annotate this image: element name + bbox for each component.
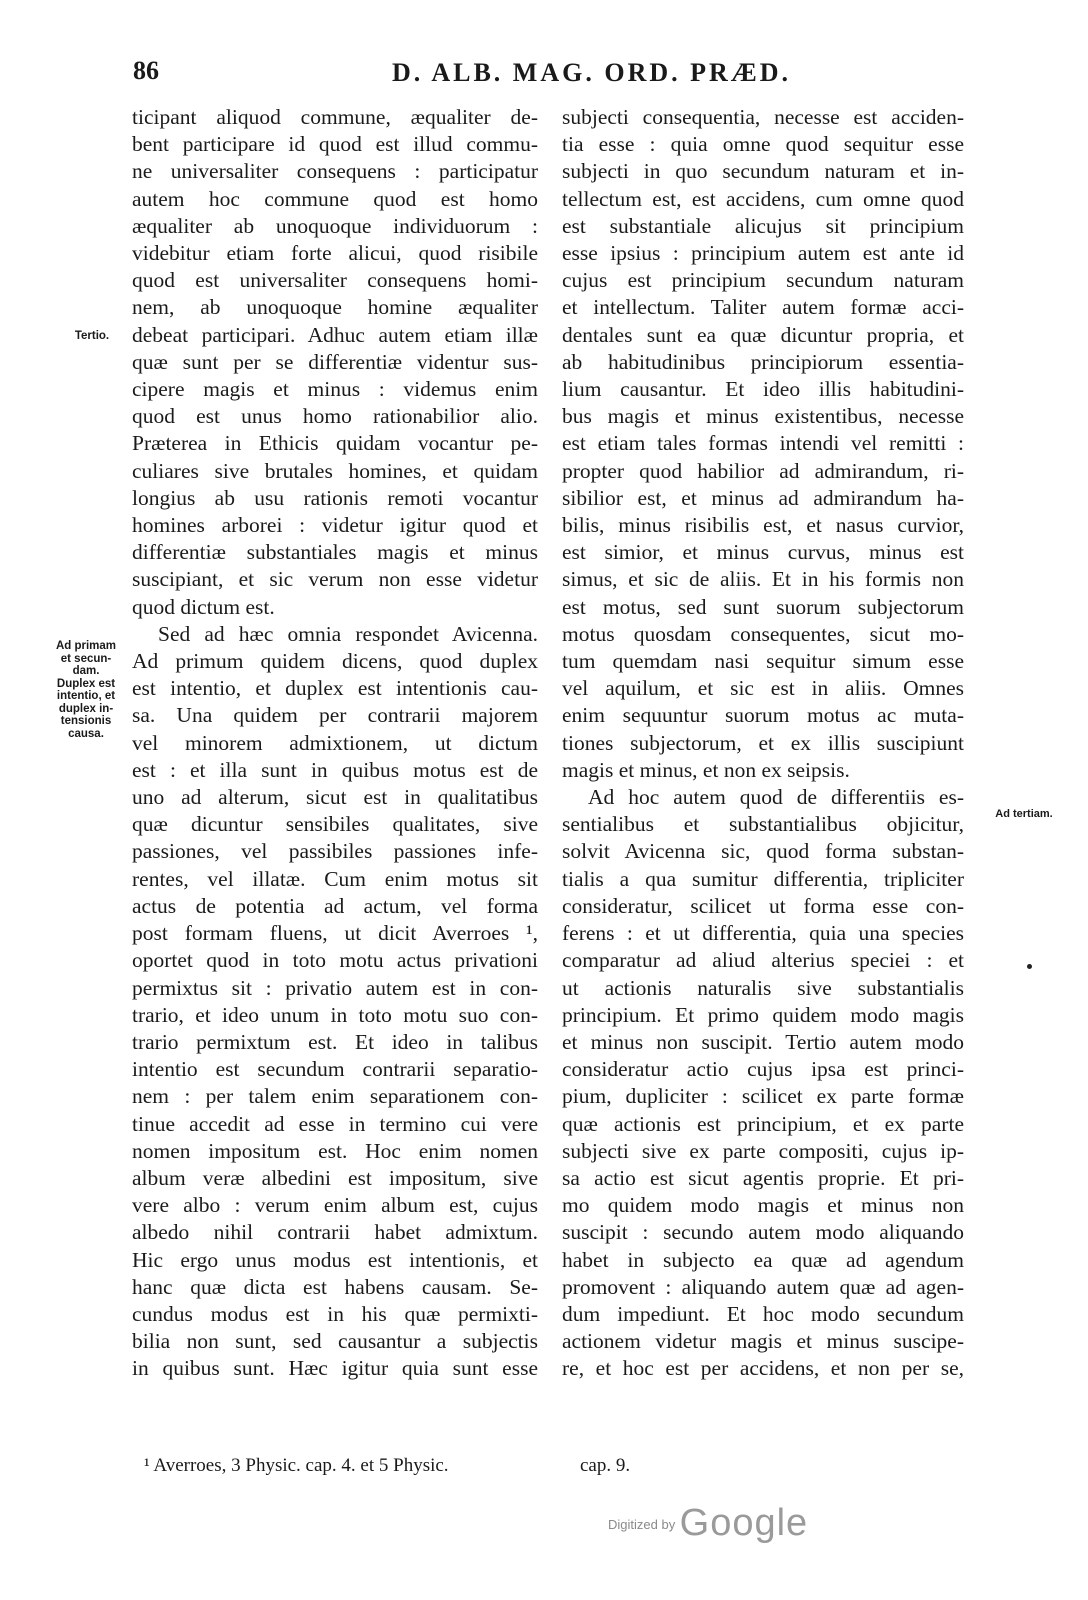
margin-note-line: Ad primam [55, 640, 117, 652]
margin-note-line: dam. [72, 665, 100, 677]
text-line: vere albo : verum enim album est, cujus [132, 1193, 538, 1218]
text-line: album veræ albedini est impositum, sive [132, 1165, 538, 1190]
text-line: est : et illa sunt in quibus motus est de [132, 757, 538, 782]
text-line: permixtus sit : privatio autem est in con- [132, 975, 538, 1000]
text-line: nomen impositum est. Hoc enim nomen [132, 1138, 538, 1163]
text-line: quod dictum est. [132, 594, 275, 619]
text-line: post formam fluens, ut dicit Averroes ¹, [132, 921, 538, 946]
text-line: est motus, sed sunt suorum subjectorum [562, 594, 964, 619]
text-line: est etiam tales formas intendi vel remitti : [562, 431, 964, 456]
text-line: nem : per talem enim separationem con- [132, 1084, 538, 1109]
text-line: sa. Una quidem per contrarii majorem [132, 703, 538, 728]
margin-note-line: duplex in- [58, 702, 114, 715]
text-line: Ad primum quidem dicens, quod duplex [132, 649, 538, 674]
text-line: bent participare id quod est illud commu- [132, 132, 538, 157]
text-line: promovent : aliquando autem quæ ad agen- [562, 1274, 964, 1299]
text-line: est simior, et minus curvus, minus est [562, 540, 964, 565]
text-line: ab habitudinibus principiorum essentia- [562, 349, 964, 374]
text-line: sa actio est sicut agentis proprie. Et pri- [562, 1165, 964, 1190]
margin-note-tertio: Tertio. [74, 330, 110, 342]
text-line: Sed ad hæc omnia respondet Avicenna. [158, 621, 538, 646]
text-line: nem, ab unoquoque homine æqualiter [132, 295, 538, 320]
text-line: magis et minus, et non ex seipsis. [562, 757, 850, 782]
text-line: oportet quod in toto motu actus privationi [132, 948, 538, 973]
text-line: tum quemdam nasi sequitur simum esse [562, 649, 964, 674]
text-line: quæ sunt per se differentiæ videntur sus- [132, 349, 538, 374]
text-line: quod est universaliter consequens homi- [132, 268, 538, 293]
running-head: D. ALB. MAG. ORD. PRÆD. [392, 58, 792, 87]
text-line: longius ab usu rationis remoti vocantur [132, 485, 538, 510]
text-line: differentiæ substantiales magis et minus [132, 540, 538, 565]
text-line: simus, et sic de aliis. Et in his formis non [562, 567, 964, 592]
text-line: trario, et ideo unum in toto motu suo con- [132, 1002, 538, 1027]
page-number: 86 [133, 56, 159, 85]
text-line: quæ dicuntur sensibiles qualitates, sive [132, 812, 538, 837]
text-line: ferens : et ut differentia, quia una species [562, 921, 964, 946]
text-line: bilia non sunt, sed causantur a subjectis [132, 1329, 538, 1354]
margin-note-line: et secun- [60, 652, 112, 665]
footnote: ¹ Averroes, 3 Physic. cap. 4. et 5 Physic. [144, 1455, 449, 1476]
text-line: suscipiant, et sic verum non esse videtur [132, 567, 538, 592]
text-line: Præterea in Ethicis quidam vocantur pe- [132, 431, 538, 456]
text-line: uno ad alterum, sicut est in qualitatibus [132, 785, 538, 810]
scan-speck [1027, 964, 1032, 969]
text-line: in quibus sunt. Hæc igitur quia sunt esse [132, 1356, 538, 1381]
text-line: vel minorem admixtionem, ut dictum [132, 730, 538, 755]
text-line: cundus modus est in his quæ permixti- [132, 1301, 538, 1326]
text-line: lium causantur. Et ideo illis habitudini- [562, 377, 964, 402]
text-line: actus de potentia ad actum, vel forma [132, 893, 538, 918]
text-line: solvit Avicenna sic, quod forma substan- [562, 839, 964, 864]
text-line: rentes, vel illatæ. Cum enim motus sit [132, 866, 538, 891]
text-line: Ad hoc autem quod de differentiis es- [588, 785, 964, 810]
text-line: esse ipsius : principium autem est ante id [562, 241, 964, 266]
text-line: sentialibus et substantialibus objicitur, [562, 812, 964, 837]
text-line: subjecti sive ex parte compositi, cujus ip- [562, 1138, 964, 1163]
text-line: re, et hoc est per accidens, et non per se, [562, 1356, 964, 1381]
text-line: dum impediunt. Et hoc modo secundum [562, 1301, 964, 1326]
text-line: bilis, minus risibilis est, et nasus curvior, [562, 513, 964, 538]
google-watermark [608, 1502, 808, 1545]
text-line: habet in subjecto ea quæ ad agendum [562, 1247, 964, 1272]
text-line: videbitur etiam forte alicui, quod risibile [132, 241, 538, 266]
text-line: tiones subjectorum, et ex illis suscipiunt [562, 730, 964, 755]
text-line: propter quod habilior ad admirandum, ri- [562, 458, 964, 483]
text-line: tellectum est, est accidens, cum omne quod [562, 186, 964, 211]
text-line: hanc quæ dicta est habens causam. Se- [132, 1274, 538, 1299]
margin-note-line: tensionis [60, 715, 112, 727]
text-line: ut actionis naturalis sive substantialis [562, 975, 964, 1000]
margin-note-line: Duplex est [56, 677, 116, 690]
google-logo: Google [679, 1502, 809, 1544]
text-line: suscipit : secundo autem modo aliquando [562, 1220, 964, 1245]
margin-note-line: causa. [68, 727, 104, 740]
text-line: comparatur ad aliud alterius speciei : et [562, 948, 964, 973]
text-line: mo quidem modo magis et minus non [562, 1193, 964, 1218]
text-line: tinue accedit ad esse in termino cui vere [132, 1111, 538, 1136]
text-line: debeat participari. Adhuc autem etiam illæ [132, 322, 538, 347]
text-line: subjecti in quo secundum naturam et in- [562, 159, 964, 184]
text-line: trario permixtum est. Et ideo in talibus [132, 1029, 538, 1054]
text-line: Hic ergo unus modus est intentionis, et [132, 1247, 538, 1272]
text-line: motus quosdam consequentes, sicut mo- [562, 621, 964, 646]
text-line: bus magis et minus existentibus, necesse [562, 404, 964, 429]
text-line: et minus non suscipit. Tertio autem modo [562, 1029, 964, 1054]
text-line: passiones, vel passibiles passiones infe- [132, 839, 538, 864]
text-line: actionem videtur magis et minus suscipe- [562, 1329, 964, 1354]
text-line: æqualiter ab unoquoque individuorum : [132, 213, 538, 238]
text-line: intentio est secundum contrarii separatio- [132, 1057, 538, 1082]
text-line: homines arborei : videtur igitur quod et [132, 513, 538, 538]
text-column-right [562, 104, 964, 1383]
text-line: culiares sive brutales homines, et quidam [132, 458, 538, 483]
text-line: consideratur, scilicet ut forma esse con- [562, 893, 964, 918]
margin-note-line: intentio, et [56, 690, 116, 702]
text-line: quod est unus homo rationabilior alio. [132, 404, 538, 429]
margin-note-ad-primam [40, 640, 132, 740]
text-line: quæ actionis est principium, et ex parte [562, 1111, 964, 1136]
text-line: ticipant aliquod commune, æqualiter de- [132, 105, 538, 129]
text-line: cujus est principium secundum naturam [562, 268, 964, 293]
text-line: et intellectum. Taliter autem formæ acci- [562, 295, 964, 320]
text-line: tia esse : quia omne quod sequitur esse [562, 132, 964, 157]
text-line: autem hoc commune quod est homo [132, 186, 538, 211]
text-line: ne universaliter consequens : participatur [132, 159, 538, 184]
text-column-left [132, 104, 538, 1383]
text-line: est substantiale alicujus sit principium [562, 213, 964, 238]
text-line: sibilior est, et minus ad admirandum ha- [562, 485, 964, 510]
watermark-prefix: Digitized by [608, 1517, 676, 1532]
text-line: albedo nihil contrarii habet admixtum. [132, 1220, 538, 1245]
text-line: dentales sunt ea quæ dicuntur propria, et [562, 322, 964, 347]
text-line: enim sequuntur suorum motus ac muta- [562, 703, 964, 728]
text-line: est intentio, et duplex est intentionis cau- [132, 676, 538, 701]
text-line: subjecti consequentia, necesse est acciden- [562, 105, 964, 129]
text-line: cipere magis et minus : videmus enim [132, 377, 538, 402]
footnote-continuation: cap. 9. [580, 1455, 631, 1476]
text-line: pium, dupliciter : scilicet ex parte formæ [562, 1084, 964, 1109]
text-line: vel aquilum, et sic est in aliis. Omnes [562, 676, 964, 701]
text-line: consideratur actio cujus ipsa est princi- [562, 1057, 964, 1082]
text-line: principium. Et primo quidem modo magis [562, 1002, 964, 1027]
text-line: tialis a qua sumitur differentia, tripliciter [562, 866, 964, 891]
margin-note-ad-tertiam: Ad tertiam. [995, 808, 1053, 820]
